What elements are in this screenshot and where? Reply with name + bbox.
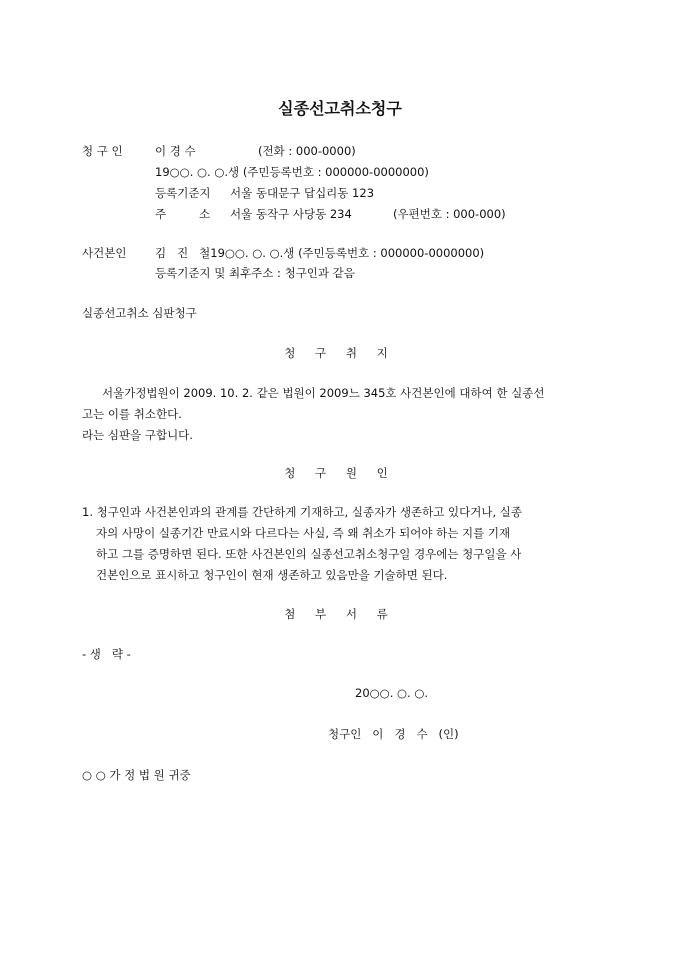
section-purpose-heading: 청 구 취 지 xyxy=(284,346,396,360)
claimant-registry: 서울 동대문구 답십리동 123 xyxy=(230,186,375,200)
purpose-paragraph xyxy=(82,383,602,446)
section-cause-heading: 청 구 원 인 xyxy=(284,466,396,480)
claimant-address: 서울 동작구 사당동 234 xyxy=(230,207,352,221)
document-title: 실종선고취소청구 xyxy=(278,99,402,118)
cause-paragraph xyxy=(82,502,602,586)
claimant-phone: (전화 : 000-0000) xyxy=(258,144,356,158)
omitted-note: - 생 략 - xyxy=(82,647,131,661)
claimant-name: 이 경 수 xyxy=(155,144,196,158)
claimant-birth: 19○○. ○. ○.생 (주민등록번호 : 000000-0000000) xyxy=(155,165,429,179)
cause-line: 건본인으로 표시하고 청구인이 현재 생존하고 있음만을 기술하면 된다. xyxy=(96,568,448,582)
purpose-line: 서울가정법원이 2009. 10. 2. 같은 법원이 2009느 345호 사건본인에 대하여 한 실종선 xyxy=(102,386,545,400)
cause-line: 1. 청구인과 사건본인과의 관계를 간단하게 기재하고, 실종자가 생존하고 있다거나, 실종 xyxy=(82,505,522,519)
case-title: 실종선고취소 심판청구 xyxy=(82,306,197,320)
purpose-line: 라는 심판을 구합니다. xyxy=(82,428,193,442)
section-attach-heading: 첨 부 서 류 xyxy=(284,607,396,621)
cause-line: 자의 사망이 실종기간 만료시와 다르다는 사실, 즉 왜 취소가 되어야 하는 지를 기재 xyxy=(96,526,511,540)
signature-line: 청구인 이 경 수 (인) xyxy=(328,727,459,741)
claimant-postal: (우편번호 : 000-000) xyxy=(393,207,506,221)
subject-name-birth: 김 진 철19○○. ○. ○.생 (주민등록번호 : 000000-0000000) xyxy=(155,246,485,260)
claimant-registry-label: 등록기준지 xyxy=(155,186,211,200)
claimant-label: 청 구 인 xyxy=(82,144,123,158)
subject-registry: 등록기준지 및 최후주소 : 청구인과 같음 xyxy=(155,266,355,280)
claimant-address-label: 주 소 xyxy=(155,207,211,221)
court-addressee: ○ ○ 가 정 법 원 귀중 xyxy=(82,768,191,782)
subject-label: 사건본인 xyxy=(82,246,127,260)
document-date: 20○○. ○. ○. xyxy=(355,686,429,700)
purpose-line: 고는 이를 취소한다. xyxy=(82,407,182,421)
cause-line: 하고 그를 증명하면 된다. 또한 사건본인의 실종선고취소청구일 경우에는 청구일을 사 xyxy=(96,547,522,561)
